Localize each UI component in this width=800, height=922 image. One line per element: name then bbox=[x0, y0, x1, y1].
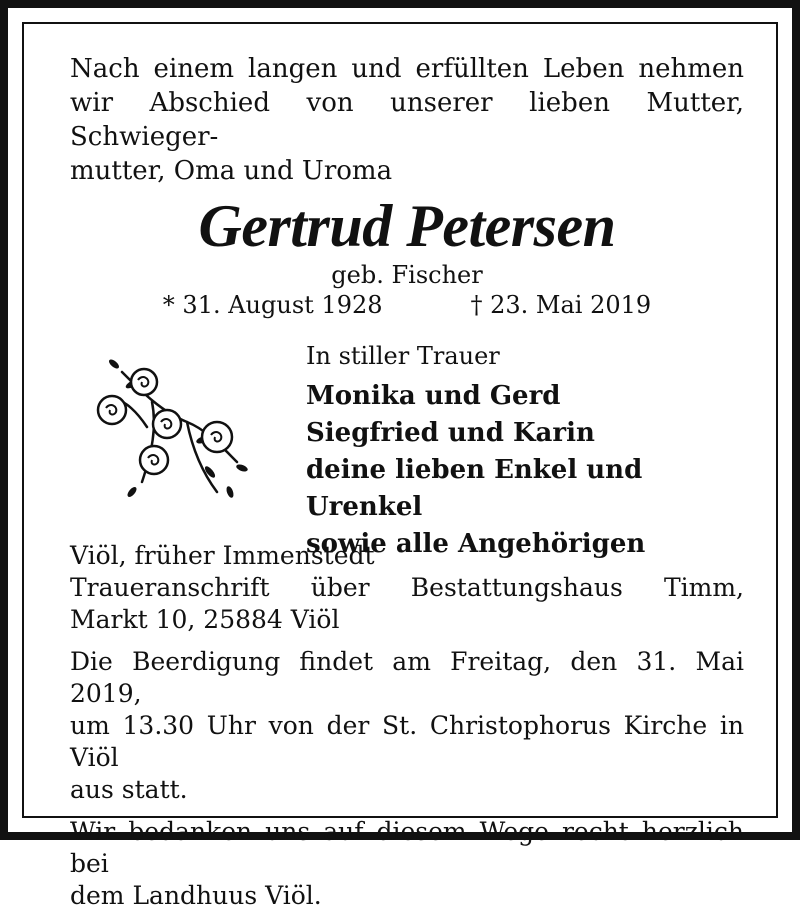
thanks-line: dem Landhuus Viöl. bbox=[70, 881, 322, 910]
funeral-line: aus statt. bbox=[70, 775, 188, 804]
mourners-list bbox=[306, 340, 744, 563]
funeral-line: um 13.30 Uhr von der St. Christophorus Kirche in Viöl bbox=[70, 711, 744, 772]
funeral-text bbox=[70, 646, 744, 806]
funeral-line: Die Beerdigung findet am Freitag, den 31. Mai 2019, bbox=[70, 647, 744, 708]
intro-line: Nach einem langen und erfüllten Leben nehmen bbox=[70, 54, 744, 84]
address-line: Viöl, früher Immenstedt bbox=[70, 541, 375, 570]
mourner-name: Monika und Gerd bbox=[306, 381, 561, 411]
mourner-names bbox=[306, 378, 744, 563]
intro-line: wir Abschied von unserer lieben Mutter, Schwieger- bbox=[70, 88, 744, 152]
obituary-content bbox=[70, 52, 744, 922]
address-line: Markt 10, 25884 Viöl bbox=[70, 605, 340, 634]
mourner-name: deine lieben Enkel und Urenkel bbox=[306, 455, 643, 522]
roses-icon bbox=[92, 352, 252, 502]
birth-date: * 31. August 1928 bbox=[162, 291, 383, 319]
intro-line: mutter, Oma und Uroma bbox=[70, 156, 393, 186]
thanks-text bbox=[70, 816, 744, 912]
birth-name: geb. Fischer bbox=[331, 261, 483, 289]
death-date: † 23. Mai 2019 bbox=[470, 291, 652, 319]
mourning-heading: In stiller Trauer bbox=[306, 342, 500, 370]
mourner-name: Siegfried und Karin bbox=[306, 418, 595, 448]
thanks-line: Wir bedanken uns auf diesem Wege recht herzlich bei bbox=[70, 817, 744, 878]
mourner-name: sowie alle Angehörigen bbox=[306, 529, 646, 559]
deceased-name: Gertrud Petersen bbox=[198, 193, 616, 259]
address-line: Traueranschrift über Bestattungshaus Timm, bbox=[70, 573, 744, 602]
life-dates bbox=[70, 290, 744, 320]
intro-text bbox=[70, 52, 744, 188]
